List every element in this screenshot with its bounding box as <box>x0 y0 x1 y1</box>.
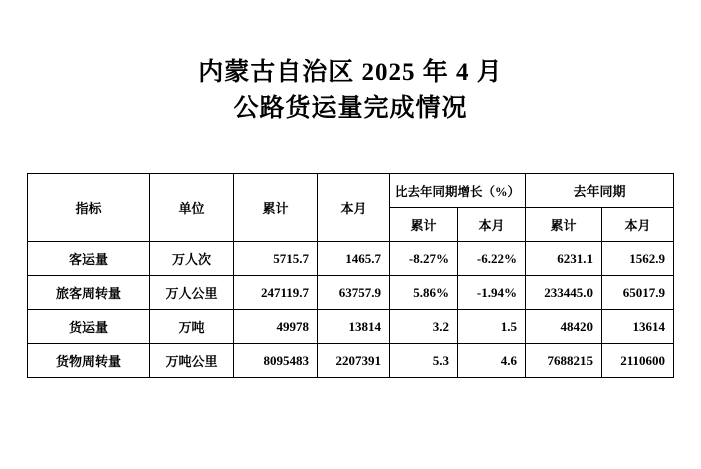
cell-last-year-month: 65017.9 <box>602 276 674 310</box>
cell-growth-cumulative: 5.3 <box>389 344 457 378</box>
cell-last-year-cumulative: 48420 <box>526 310 602 344</box>
cell-last-year-month: 2110600 <box>602 344 674 378</box>
cell-index: 货运量 <box>27 310 149 344</box>
cell-growth-cumulative: 3.2 <box>389 310 457 344</box>
cell-growth-month: -6.22% <box>457 242 525 276</box>
cell-growth-cumulative: -8.27% <box>389 242 457 276</box>
cell-last-year-month: 1562.9 <box>602 242 674 276</box>
cell-last-year-cumulative: 7688215 <box>526 344 602 378</box>
header-cumulative: 累计 <box>233 174 317 242</box>
cell-index: 旅客周转量 <box>27 276 149 310</box>
cell-current-month: 63757.9 <box>317 276 389 310</box>
cell-last-year-month: 13614 <box>602 310 674 344</box>
cell-cumulative: 8095483 <box>233 344 317 378</box>
cell-index: 客运量 <box>27 242 149 276</box>
header-last-year-month: 本月 <box>602 208 674 242</box>
title-line-2: 公路货运量完成情况 <box>233 95 468 122</box>
cell-current-month: 13814 <box>317 310 389 344</box>
cell-growth-month: 4.6 <box>457 344 525 378</box>
header-last-year-group: 去年同期 <box>526 174 674 208</box>
cell-cumulative: 247119.7 <box>233 276 317 310</box>
cell-last-year-cumulative: 6231.1 <box>526 242 602 276</box>
cell-last-year-cumulative: 233445.0 <box>526 276 602 310</box>
header-unit: 单位 <box>149 174 233 242</box>
cell-unit: 万人次 <box>149 242 233 276</box>
header-growth-month: 本月 <box>457 208 525 242</box>
cell-unit: 万人公里 <box>149 276 233 310</box>
header-growth-cumulative: 累计 <box>389 208 457 242</box>
table-row <box>27 242 673 276</box>
cell-index: 货物周转量 <box>27 344 149 378</box>
cell-current-month: 2207391 <box>317 344 389 378</box>
header-growth-group: 比去年同期增长（%） <box>389 174 525 208</box>
header-current-month: 本月 <box>317 174 389 242</box>
table-row <box>27 344 673 378</box>
cell-unit: 万吨公里 <box>149 344 233 378</box>
table-row <box>27 276 673 310</box>
header-last-year-cumulative: 累计 <box>526 208 602 242</box>
table-row <box>27 310 673 344</box>
cell-unit: 万吨 <box>149 310 233 344</box>
table-container <box>0 173 701 378</box>
table-header-row-top <box>27 174 673 208</box>
title-line-1: 内蒙古自治区 2025 年 4 月 <box>198 59 503 86</box>
cell-growth-month: -1.94% <box>457 276 525 310</box>
header-index: 指标 <box>27 174 149 242</box>
cell-current-month: 1465.7 <box>317 242 389 276</box>
page-title <box>0 0 701 127</box>
cell-growth-cumulative: 5.86% <box>389 276 457 310</box>
cell-cumulative: 5715.7 <box>233 242 317 276</box>
cell-cumulative: 49978 <box>233 310 317 344</box>
cell-growth-month: 1.5 <box>457 310 525 344</box>
freight-volume-table <box>27 173 674 378</box>
